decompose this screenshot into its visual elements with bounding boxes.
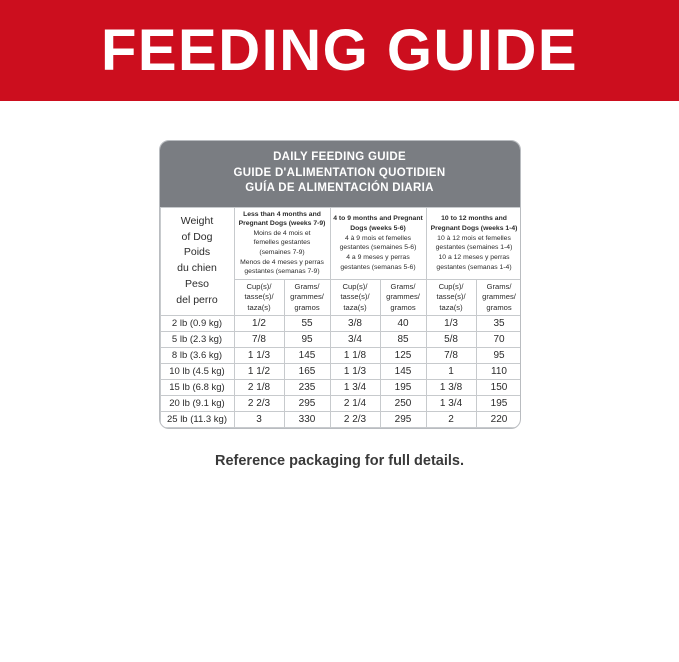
row-grams-1: 95 xyxy=(284,331,330,347)
unit-header-cups-1 xyxy=(234,280,284,316)
unit-line: tasse(s)/ xyxy=(436,292,466,302)
row-grams-3: 150 xyxy=(476,379,520,395)
row-weight: 8 lb (3.6 kg) xyxy=(160,347,234,363)
unit-line: gramos xyxy=(294,302,320,312)
unit-line: Cup(s)/ xyxy=(246,282,272,292)
row-grams-2: 195 xyxy=(380,379,426,395)
row-cups-2: 3/4 xyxy=(330,331,380,347)
row-cups-3: 1 xyxy=(426,363,476,379)
row-cups-2: 2 1/4 xyxy=(330,395,380,411)
age-header-line: 4 à 9 mois et femelles xyxy=(344,234,412,242)
row-cups-2: 1 3/4 xyxy=(330,379,380,395)
row-weight: 10 lb (4.5 kg) xyxy=(160,363,234,379)
unit-line: Cup(s)/ xyxy=(438,282,464,292)
unit-header-cups-2 xyxy=(330,280,380,316)
age-header-line: Menos de 4 meses y perras xyxy=(240,258,324,266)
age-group-header-3 xyxy=(426,207,520,279)
row-weight: 20 lb (9.1 kg) xyxy=(160,395,234,411)
unit-line: tasse(s)/ xyxy=(244,292,274,302)
row-grams-1: 295 xyxy=(284,395,330,411)
unit-line: taza(s) xyxy=(343,302,367,312)
row-weight: 15 lb (6.8 kg) xyxy=(160,379,234,395)
row-grams-2: 125 xyxy=(380,347,426,363)
unit-line: grammes/ xyxy=(386,292,420,302)
row-grams-3: 70 xyxy=(476,331,520,347)
unit-header-grams-1 xyxy=(284,280,330,316)
row-grams-1: 55 xyxy=(284,315,330,331)
age-header-line: gestantes (semanas 7-9) xyxy=(244,268,320,276)
weight-header-line: du chien xyxy=(177,262,217,275)
row-cups-2: 1 1/8 xyxy=(330,347,380,363)
row-cups-3: 7/8 xyxy=(426,347,476,363)
age-group-header-2 xyxy=(330,207,426,279)
row-cups-3: 1 3/4 xyxy=(426,395,476,411)
age-header-line: 10 à 12 mois et femelles xyxy=(437,234,511,242)
row-grams-3: 110 xyxy=(476,363,520,379)
age-header-line: Moins de 4 mois et xyxy=(253,229,311,237)
row-grams-1: 330 xyxy=(284,411,330,427)
unit-line: Grams/ xyxy=(294,282,320,292)
row-cups-1: 3 xyxy=(234,411,284,427)
table-header-row-age xyxy=(160,207,521,279)
daily-feeding-guide-card xyxy=(159,140,521,429)
row-weight: 5 lb (2.3 kg) xyxy=(160,331,234,347)
unit-line: Grams/ xyxy=(486,282,512,292)
age-header-line: Pregnant Dogs (weeks 1-4) xyxy=(430,225,518,232)
row-grams-1: 145 xyxy=(284,347,330,363)
weight-header-line: of Dog xyxy=(181,230,213,243)
row-cups-2: 2 2/3 xyxy=(330,411,380,427)
table-row xyxy=(160,379,521,395)
age-header-line: 4 a 9 meses y perras xyxy=(346,253,410,261)
card-header-line-fr: GUIDE D'ALIMENTATION QUOTIDIEN xyxy=(233,166,446,179)
table-row xyxy=(160,347,521,363)
row-cups-2: 3/8 xyxy=(330,315,380,331)
feeding-guide-container xyxy=(0,140,679,429)
weight-header-line: del perro xyxy=(176,293,218,306)
unit-line: grammes/ xyxy=(290,292,324,302)
unit-header-grams-3 xyxy=(476,280,520,316)
row-cups-3: 2 xyxy=(426,411,476,427)
age-group-header-1 xyxy=(234,207,330,279)
age-header-line: Less than 4 months and xyxy=(243,210,321,218)
row-cups-3: 1/3 xyxy=(426,315,476,331)
row-grams-2: 40 xyxy=(380,315,426,331)
row-grams-2: 145 xyxy=(380,363,426,379)
row-grams-1: 235 xyxy=(284,379,330,395)
unit-line: Grams/ xyxy=(390,282,416,292)
row-cups-1: 2 1/8 xyxy=(234,379,284,395)
card-header xyxy=(160,141,520,207)
row-grams-2: 295 xyxy=(380,411,426,427)
age-header-line: gestantes (semaines 5-6) xyxy=(339,244,417,252)
unit-line: gramos xyxy=(390,302,416,312)
age-header-line: 10 a 12 meses y perras xyxy=(438,253,510,261)
page-title: FEEDING GUIDE xyxy=(100,17,579,83)
row-grams-3: 195 xyxy=(476,395,520,411)
row-grams-2: 250 xyxy=(380,395,426,411)
age-header-line: Dogs (weeks 5-6) xyxy=(350,225,406,232)
row-grams-3: 220 xyxy=(476,411,520,427)
unit-header-cups-3 xyxy=(426,280,476,316)
age-header-line: gestantes (semanas 5-6) xyxy=(340,263,416,271)
row-cups-1: 2 2/3 xyxy=(234,395,284,411)
unit-line: tasse(s)/ xyxy=(340,292,370,302)
table-row xyxy=(160,331,521,347)
row-cups-3: 5/8 xyxy=(426,331,476,347)
row-cups-1: 1 1/3 xyxy=(234,347,284,363)
card-header-line-es: GUÍA DE ALIMENTACIÓN DIARIA xyxy=(245,182,434,195)
table-row xyxy=(160,411,521,427)
row-weight: 25 lb (11.3 kg) xyxy=(160,411,234,427)
row-cups-1: 1/2 xyxy=(234,315,284,331)
feeding-table xyxy=(160,207,521,428)
reference-note: Reference packaging for full details. xyxy=(215,452,464,469)
row-cups-1: 1 1/2 xyxy=(234,363,284,379)
unit-line: taza(s) xyxy=(439,302,463,312)
age-header-line: 10 to 12 months and xyxy=(441,215,507,223)
age-header-line: (semaines 7-9) xyxy=(259,249,305,257)
age-header-line: Pregnant Dogs (weeks 7-9) xyxy=(238,220,326,228)
row-grams-1: 165 xyxy=(284,363,330,379)
table-row xyxy=(160,315,521,331)
weight-header-line: Poids xyxy=(183,246,211,259)
weight-header-line: Weight xyxy=(180,214,214,227)
row-grams-2: 85 xyxy=(380,331,426,347)
weight-header-line: Peso xyxy=(185,277,209,290)
unit-line: grammes/ xyxy=(482,292,516,302)
age-header-line: gestantes (semaines 1-4) xyxy=(435,244,513,252)
card-header-line-en: DAILY FEEDING GUIDE xyxy=(273,151,406,163)
table-row xyxy=(160,395,521,411)
row-cups-1: 7/8 xyxy=(234,331,284,347)
table-row xyxy=(160,363,521,379)
row-grams-3: 95 xyxy=(476,347,520,363)
row-cups-2: 1 1/3 xyxy=(330,363,380,379)
unit-line: Cup(s)/ xyxy=(342,282,368,292)
row-cups-3: 1 3/8 xyxy=(426,379,476,395)
feeding-guide-banner xyxy=(0,0,679,101)
weight-of-dog-header xyxy=(160,207,234,315)
unit-line: taza(s) xyxy=(247,302,271,312)
unit-header-grams-2 xyxy=(380,280,426,316)
age-header-line: 4 to 9 months and Pregnant xyxy=(333,215,423,223)
row-weight: 2 lb (0.9 kg) xyxy=(160,315,234,331)
row-grams-3: 35 xyxy=(476,315,520,331)
age-header-line: femelles gestantes xyxy=(253,239,311,247)
age-header-line: gestantes (semanas 1-4) xyxy=(436,263,512,271)
unit-line: gramos xyxy=(486,302,512,312)
